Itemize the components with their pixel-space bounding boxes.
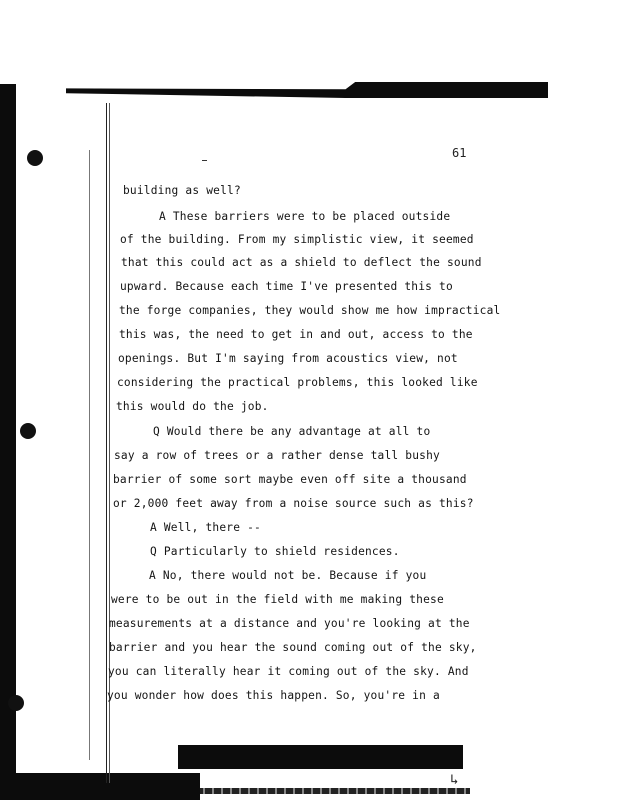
- scan-edge-bottom: [178, 745, 463, 769]
- transcript-line: A No, there would not be. Because if you: [149, 569, 427, 582]
- transcript-line: measurements at a distance and you're looking at the: [109, 617, 470, 630]
- transcript-line: openings. But I'm saying from acoustics view, not: [118, 352, 458, 365]
- scan-edge-bottom-left: [0, 773, 200, 800]
- corner-mark: ↳: [450, 772, 459, 788]
- punch-hole: [27, 150, 43, 166]
- transcript-line: you can literally hear it coming out of the sky. And: [108, 665, 469, 678]
- transcript-line: were to be out in the field with me making these: [111, 593, 444, 606]
- transcript-line: or 2,000 feet away from a noise source such as this?: [113, 497, 474, 510]
- margin-rule: [109, 103, 110, 783]
- transcript-line: barrier of some sort maybe even off site a thousand: [113, 473, 467, 486]
- margin-rule: [106, 103, 107, 783]
- punch-hole: [20, 423, 36, 439]
- transcript-line: building as well?: [123, 184, 241, 197]
- transcript-line: A Well, there --: [150, 521, 261, 534]
- transcript-line: this was, the need to get in and out, access to the: [119, 328, 473, 341]
- transcript-line: Q Particularly to shield residences.: [150, 545, 400, 558]
- transcript-line: considering the practical problems, this looked like: [117, 376, 478, 389]
- page-number: 61: [452, 146, 467, 160]
- transcript-line: upward. Because each time I've presented this to: [120, 280, 453, 293]
- transcript-line: Q Would there be any advantage at all to: [153, 425, 431, 438]
- tick-mark: [202, 160, 207, 161]
- transcript-line: A These barriers were to be placed outside: [159, 210, 451, 223]
- scan-edge-left: [0, 84, 16, 800]
- transcript-line: that this could act as a shield to deflect the sound: [121, 256, 482, 269]
- scan-edge-top: [66, 82, 548, 98]
- punch-hole: [8, 695, 24, 711]
- margin-rule: [89, 150, 90, 760]
- scan-edge-strip: [200, 788, 470, 794]
- transcript-line: say a row of trees or a rather dense tall bushy: [114, 449, 440, 462]
- transcript-line: this would do the job.: [116, 400, 269, 413]
- transcript-line: barrier and you hear the sound coming out of the sky,: [109, 641, 477, 654]
- transcript-line: the forge companies, they would show me how impractical: [119, 304, 501, 317]
- transcript-line: of the building. From my simplistic view, it seemed: [120, 233, 474, 246]
- transcript-line: you wonder how does this happen. So, you're in a: [107, 689, 440, 702]
